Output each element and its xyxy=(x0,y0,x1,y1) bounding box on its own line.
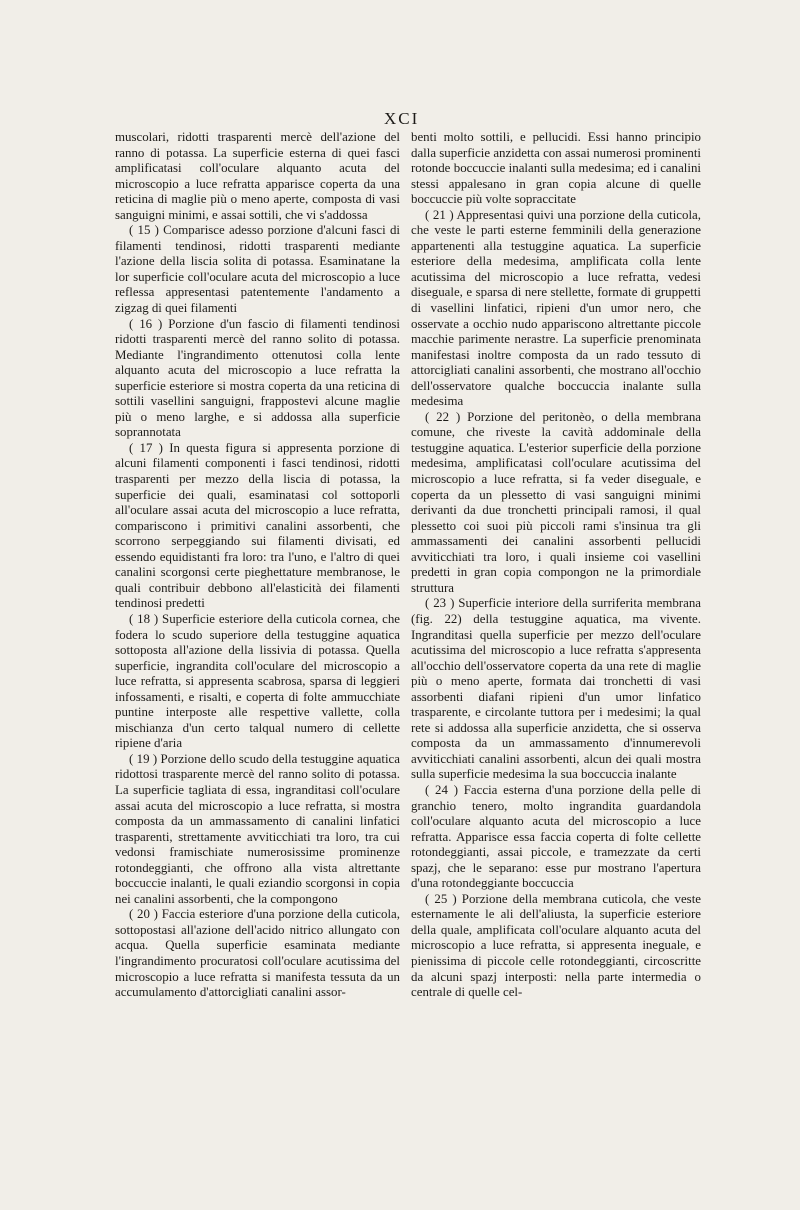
paragraph-figure-24: ( 24 ) Faccia esterna d'una porzione della pelle di granchio tenero, molto ingrandita guardandola coll'oculare alquanto acuta del microscopio a luce refratta. Apparisce essa faccia coperta di folte cellette rotondeggianti, assai piccole, e tramezzate da certi spazj, che le separano: esse pur mostrano l'apertura d'una rotondeggiante boccuccia xyxy=(411,782,701,891)
left-column xyxy=(115,130,400,1001)
paragraph-figure-23: ( 23 ) Superficie interiore della surriferita membrana (fig. 22) della testuggine aquatica, ma vivente. Ingranditasi quella superficie per mezzo dell'oculare acutissima del microscopio a luce refratta s'appresenta all'occhio dell'osservatore coperta da una rete di maglie più o meno aperte, formata dai tronchetti di vasi assorbenti diafani ripieni d'un umor linfatico trasparente, e circolante tuttora per i medesimi; la qual rete si addossa alla superficie anzidetta, che si osserva composta da un ammassamento d'innumerevoli avviticchiati canalini assorbenti, alcun dei quali mostra sulla superficie medesima la sua boccuccia inalante xyxy=(411,596,701,782)
paragraph-continuation: benti molto sottili, e pellucidi. Essi hanno principio dalla superficie anzidetta con assai numerosi prominenti rotonde boccuccie inalanti sulla medesima; ed i canalini stessi appalesano in gran copia alcune di quelle boccuccie più volte sopraccitate xyxy=(411,130,701,207)
paragraph-figure-21: ( 21 ) Appresentasi quivi una porzione della cuticola, che veste le parti esterne femminili della generazione appartenenti alla testuggine aquatica. La superficie esteriore della medesima, amplificata colla lente acutissima del microscopio a luce refratta, vedesi diseguale, e sparsa di nere stellette, formate di gruppetti di vasellini linfatici, ripieni d'un umor nero, che osservate a occhio nudo appariscono altrettante piccole macchie parimente nerastre. La superficie prenominata manifestasi inoltre composta da un rado tessuto di attorcigliati canalini assorbenti, che mostrano all'occhio dell'osservatore qualche boccuccia inalante sulla medesima xyxy=(411,207,701,409)
paragraph-figure-18: ( 18 ) Superficie esteriore della cuticola cornea, che fodera lo scudo superiore della testuggine aquatica sottoposta all'azione della lissivia di potassa. Quella superficie, ingrandita coll'oculare del microscopio a luce refratta, si appresenta scabrosa, sparsa di leggieri infossamenti, e risalti, e coperta di folte ammucchiate puntine interposte alle respettive vallette, colla mischianza d'un certo talqual numero di cellette ripiene d'aria xyxy=(115,611,400,751)
paragraph-continuation: muscolari, ridotti trasparenti mercè dell'azione del ranno di potassa. La superficie esterna di quei fasci amplificatasi coll'oculare alquanto acuta del microscopio a luce refratta apparisce coperta da una reticina di maglie più o meno aperte, composta di vasi sanguigni minimi, e assai sottili, che vi s'addossa xyxy=(115,130,400,222)
page-number: XCI xyxy=(384,109,420,128)
right-column xyxy=(411,130,701,1001)
paragraph-figure-17: ( 17 ) In questa figura si appresenta porzione di alcuni filamenti componenti i fasci tendinosi, ridotti trasparenti per mezzo della liscia di potassa, la superficie dei quali, esaminatasi col sottoporli all'oculare assai acuta del microscopio a luce refratta, compariscono i primitivi canalini assorbenti, che scorrono serpeggiando sui filamenti divisati, ed essendo equidistanti fra loro: tra l'uno, e l'altro di quei canalini scorgonsi certe pieghettature membranose, le quali contribuir debbono all'elasticità dei filamenti tendinosi predetti xyxy=(115,440,400,611)
paragraph-figure-20: ( 20 ) Faccia esteriore d'una porzione della cuticola, sottopostasi all'azione dell'acido nitrico allungato con acqua. Quella superficie esaminata mediante l'ingrandimento procuratosi coll'oculare acutissima del microscopio a luce refratta si manifesta tessuta da un accumulamento d'attorcigliati canalini assor- xyxy=(115,907,400,1000)
paragraph-figure-15: ( 15 ) Comparisce adesso porzione d'alcuni fasci di filamenti tendinosi, ridotti trasparenti mediante l'azione della liscia solita di potassa. Esaminatane la lor superficie coll'oculare acuta del microscopio a luce reflessa appresentasi patentemente l'andamento a zigzag di quei filamenti xyxy=(115,223,400,316)
paragraph-figure-25: ( 25 ) Porzione della membrana cuticola, che veste esternamente le ali dell'aliusta, la superficie esteriore della quale, amplificata coll'oculare alquanto acuta del microscopio a luce refratta, si appresenta ineguale, e pienissima di piccole celle rotondeggianti, circoscritte da alcuni spazj interposti: nella parte intermedia o centrale di quelle cel- xyxy=(411,891,701,1000)
paragraph-figure-19: ( 19 ) Porzione dello scudo della testuggine aquatica ridottosi trasparente mercè del ranno solito di potassa. La superficie tagliata di essa, ingranditasi coll'oculare assai acuta del microscopio a luce refratta, si mostra composta da un ammassamento di canalini linfatici trasparenti, strettamente avviticchiati tra loro, tra cui vedonsi framischiate numerosissime prominenze rotondeggianti, che offrono alla vista altrettante boccuccie inalanti, le quali eziandio scorgonsi in copia nei canalini assorbenti, che la compongono xyxy=(115,751,400,906)
paragraph-figure-16: ( 16 ) Porzione d'un fascio di filamenti tendinosi ridotti trasparenti mercè del ranno solito di potassa. Mediante l'ingrandimento ottenutosi colla lente alquanto acuta del microscopio a luce refratta la superficie esteriore si mostra coperta da una reticina di sottili vasellini sanguigni, frappostevi alcune maglie più o meno larghe, e si addossa alla superficie soprannotata xyxy=(115,316,400,440)
paragraph-figure-22: ( 22 ) Porzione del peritonèo, o della membrana comune, che riveste la cavità addominale della testuggine aquatica. L'esterior superficie della porzione medesima, amplificatasi coll'oculare acutissima del microscopio a luce refratta, si fa veder diseguale, e coperta da un plessetto di vasi sanguigni minimi derivanti da due tronchetti principali ramosi, il qual plessetto coi suoi più piccoli rami s'insinua tra gli ammassamenti dei canalini assorbenti pellucidi avviticchiati tra loro, i quali insieme coi vasellini predetti in gran copia compongon ne la primordiale struttura xyxy=(411,409,701,595)
